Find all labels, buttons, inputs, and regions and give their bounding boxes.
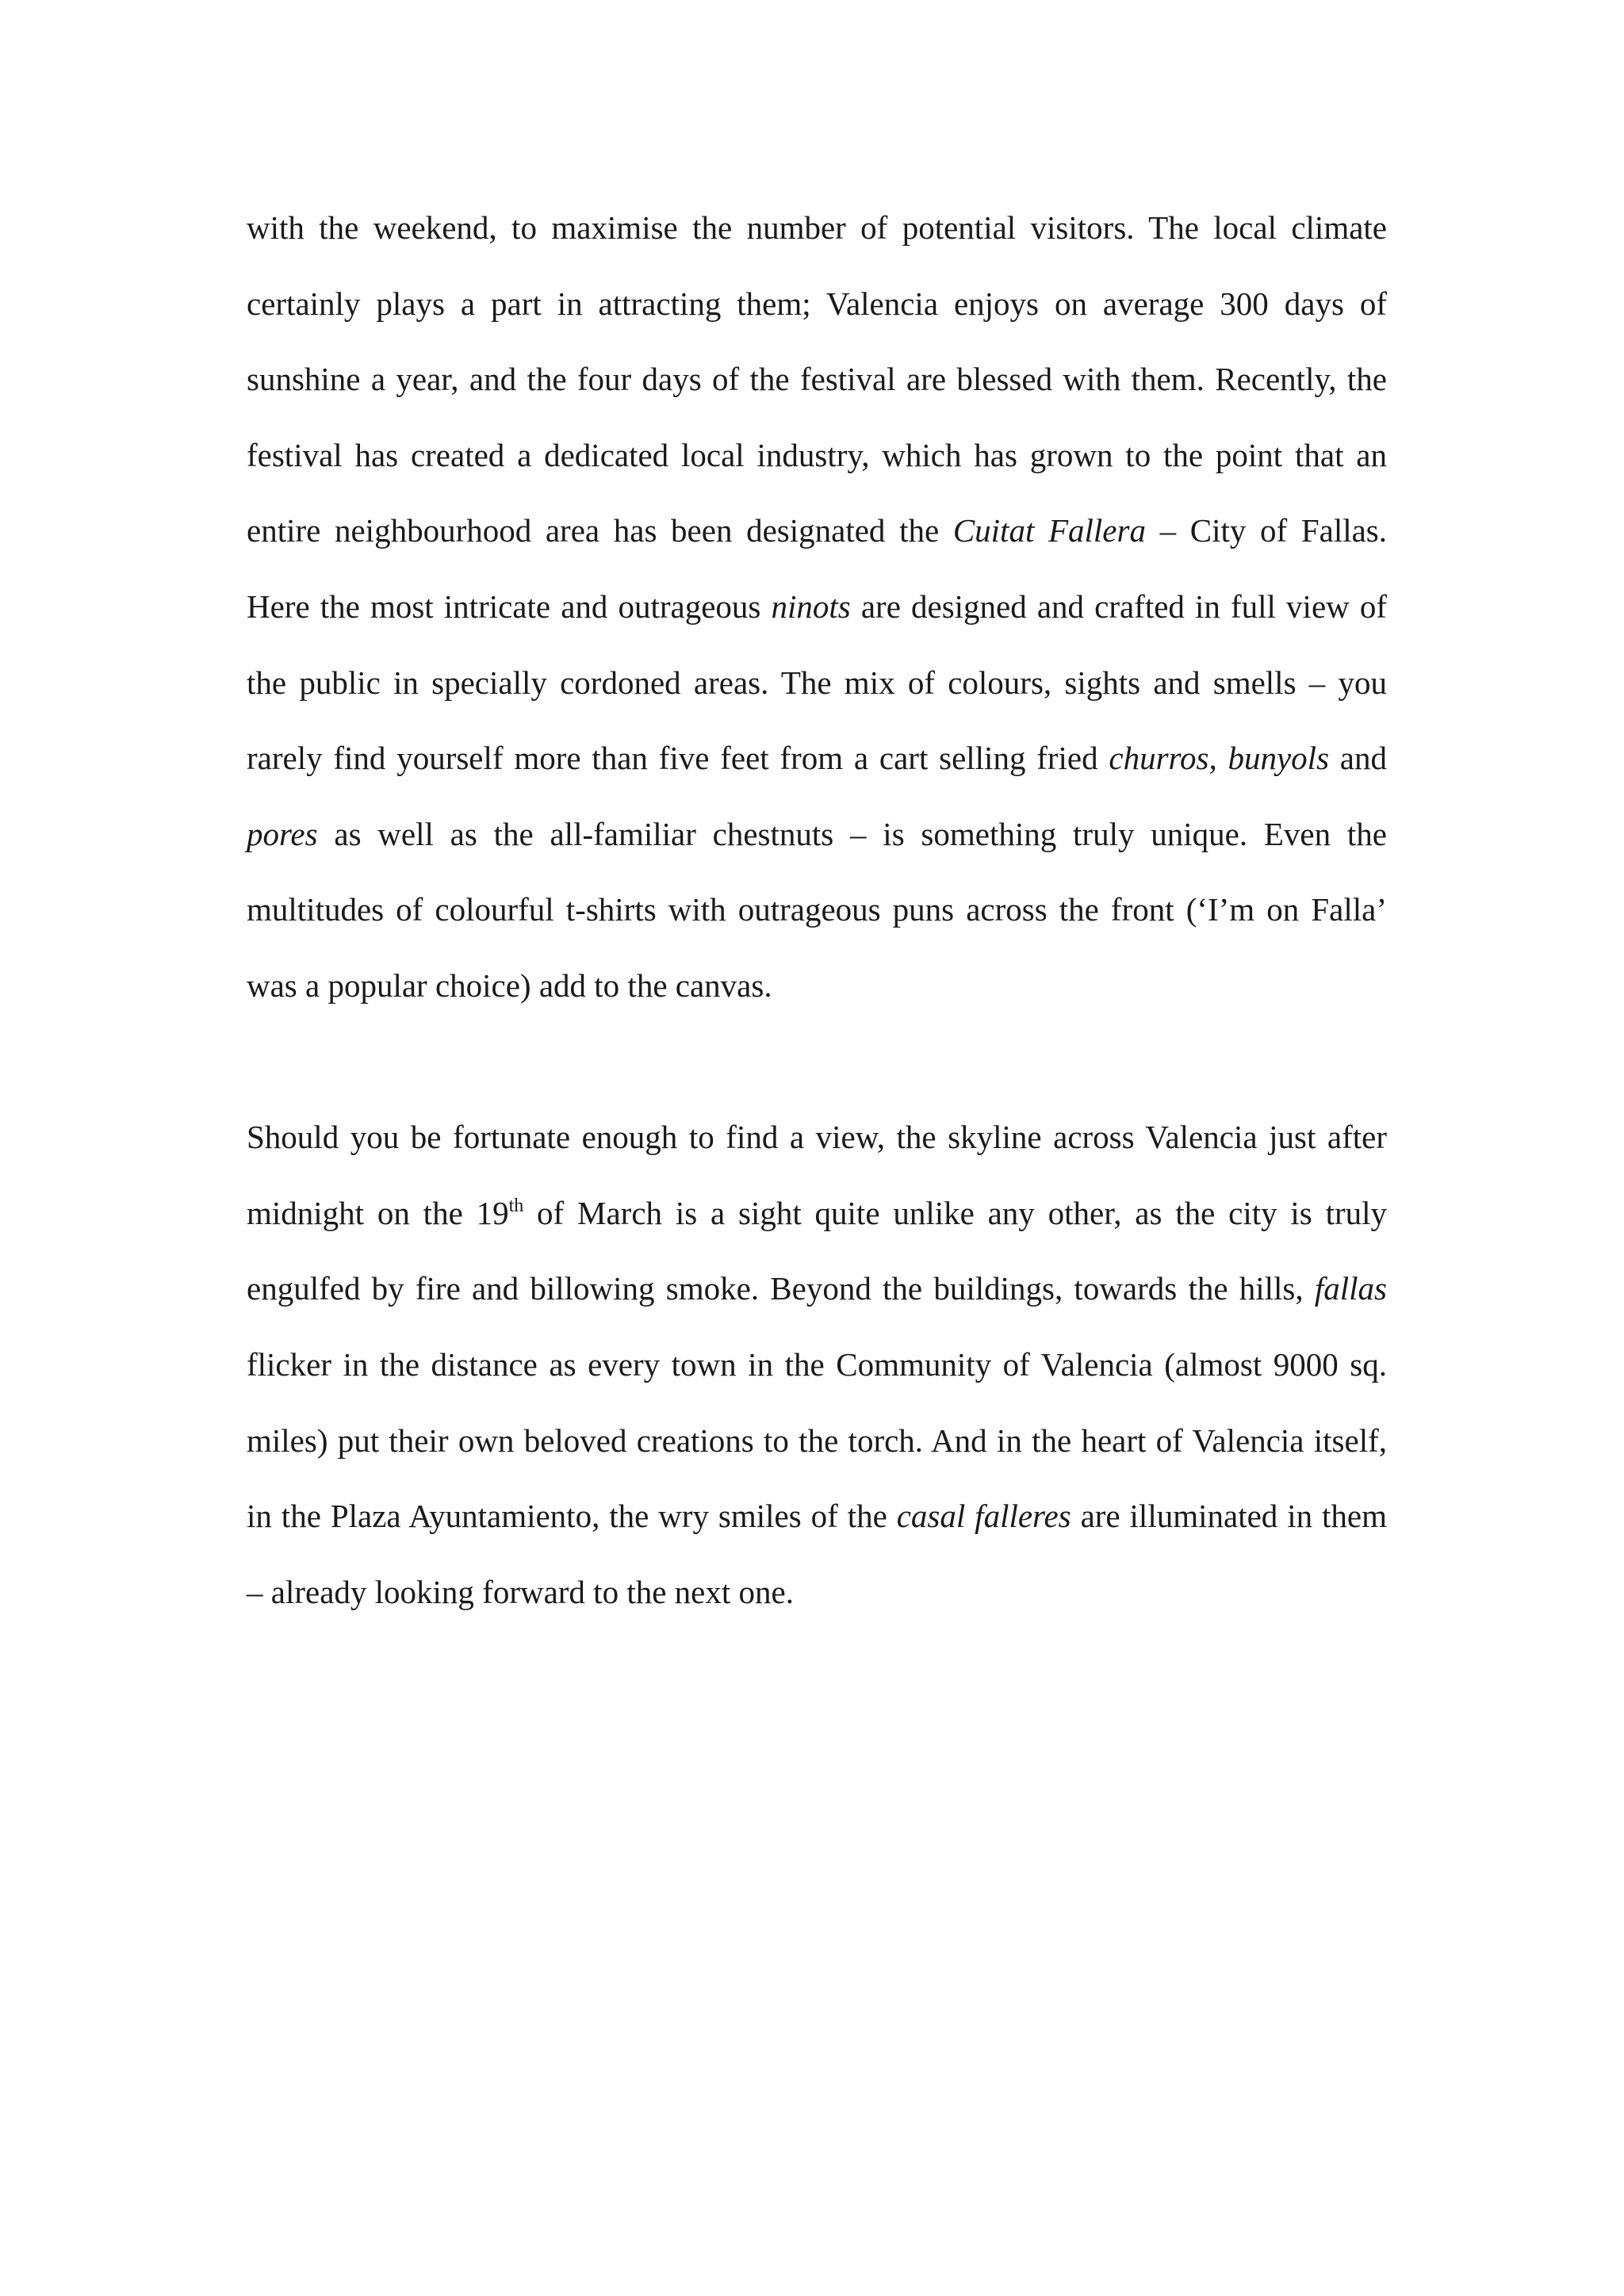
text-run: and	[1329, 740, 1388, 777]
text-run: of March is a sight quite unlike any other, as the city is truly engulfed by fire and billowing smoke. Beyond the buildings, towards the hills,	[247, 1194, 1388, 1307]
italic-term: churros, bunyols	[1109, 740, 1330, 777]
ordinal-superscript: th	[508, 1195, 524, 1216]
text-run: are illuminated in them – already looking forward to the next one.	[247, 1498, 1387, 1610]
italic-term: casal falleres	[896, 1498, 1071, 1535]
italic-term: ninots	[771, 587, 851, 625]
text-run: – City of Fallas. Here the most intricate and outrageous	[247, 512, 1388, 625]
italic-term: pores	[247, 815, 318, 852]
text-run: Should you be fortunate enough to find a view, the skyline across Valencia just after midnight on the 19	[247, 1119, 1387, 1231]
text-run: with the weekend, to maximise the number of potential visitors. The local climate certainly plays a part in attracting them; Valencia enjoys on average 300 days of sunshine a year, and the four days of the festival are blessed with them. Recently, the festival has created a dedicated local industry, which has grown to the point that an entire neighbourhood area has been designated the	[247, 209, 1387, 549]
paragraph-2	[247, 1100, 1387, 1630]
italic-term: fallas	[1314, 1270, 1387, 1307]
text-run: as well as the all-familiar chestnuts – is something truly unique. Even the multitudes of colourful t-shirts with outrageous puns across the front (‘I’m on Falla’ was a popular choice) add to the canvas.	[247, 815, 1387, 1004]
text-run: are designed and crafted in full view of the public in specially cordoned areas. The mix of colours, sights and smells – you rarely find yourself more than five feet from a cart selling fried	[247, 587, 1388, 777]
paragraph-1	[247, 190, 1387, 1024]
italic-term: Cuitat Fallera	[952, 512, 1146, 549]
document-body	[247, 190, 1387, 1630]
text-run: flicker in the distance as every town in the Community of Valencia (almost 9000 sq. miles) put their own beloved creations to the torch. And in the heart of Valencia itself, in the Plaza Ayuntamiento, the wry smiles of the	[247, 1345, 1387, 1535]
